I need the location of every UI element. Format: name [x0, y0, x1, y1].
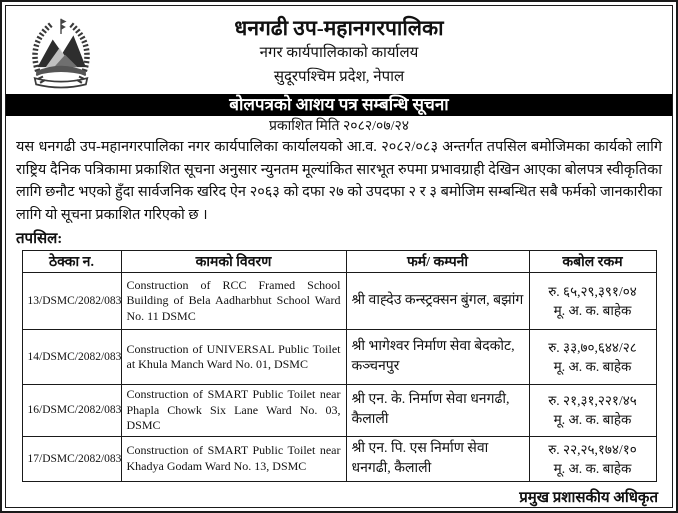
table-header-amount: कबोल रकम: [529, 251, 656, 273]
contract-no-cell: 17/DSMC/2082/083: [22, 436, 121, 481]
amount-note: मू. अ. क. बाहेक: [553, 460, 632, 476]
amount-value: रु. ६५,२९,३९१/०४: [548, 284, 637, 299]
amount-note: मू. अ. क. बाहेक: [553, 359, 632, 374]
table-header-description: कामको विवरण: [121, 251, 346, 273]
firm-cell: श्री एन. के. निर्माण सेवा धनगढी, कैलाली: [346, 385, 529, 437]
description-cell: Construction of SMART Public Toilet near Khadya Godam Ward No. 13, DSMC: [121, 436, 346, 481]
table-header-firm: फर्म/ कम्पनी: [346, 251, 529, 273]
contract-no-cell: 16/DSMC/2082/083: [22, 385, 121, 437]
coat-of-arms-icon: [26, 16, 96, 92]
amount-value: रु. ३३,७०,६४४/२८: [548, 340, 637, 355]
table-row: [22, 385, 656, 437]
notice-paragraph: यस धनगढी उप-महानगरपालिका नगर कार्यपालिका कार्यालयको आ.व. २०८२/०८३ अन्तर्गत तपसिल बमोजिमका कार्यको लागि राष्ट्रिय दैनिक पत्रिकामा प्रकाशित सूचना अनुसार न्युनतम मूल्यांकित सारभूत रुपमा प्रभावग्राही देखिन आएका बोलपत्र स्वीकृतिका लागि छनौट भएको हुँदा सार्वजनिक खरिद ऐन २०६३ को दफा २७ को उपदफा २ र ३ बमोजिम सम्बन्धित सबै फर्मको जानकारीका लागि यो सूचना प्रकाशित गरिएको छ ।: [16, 139, 662, 223]
amount-cell: [529, 385, 656, 437]
firm-cell: श्री वाह्देउ कन्स्ट्रक्सन बुंगल, बझांग: [346, 273, 529, 330]
amount-value: रु. २१,३१,२२१/४५: [548, 393, 637, 409]
amount-cell: [529, 330, 656, 385]
description-cell: Construction of RCC Framed School Building of Bela Aadharbhut School Ward No. 11 DSMC: [121, 273, 346, 330]
firm-cell: श्री भागेश्वर निर्माण सेवा बेदकोट, कञ्चनपुर: [346, 330, 529, 385]
amount-note: मू. अ. क. बाहेक: [553, 412, 632, 428]
schedule-label: तपसिल:: [16, 231, 63, 247]
notice-banner: [6, 94, 672, 116]
published-date: प्रकाशित मिति २०८२/०७/२४: [268, 119, 410, 134]
page-inner-frame: [5, 5, 673, 508]
amount-note: मू. अ. क. बाहेक: [553, 303, 632, 318]
firm-cell: श्री एन. पि. एस निर्माण सेवा धनगढी, कैलाली: [346, 436, 529, 481]
amount-value: रु. २२,२५,१७४/१०: [548, 441, 637, 457]
table-header-contract-no: ठेक्का न.: [22, 251, 121, 273]
table-row: [22, 330, 656, 385]
amount-cell: [529, 273, 656, 330]
amount-cell: [529, 436, 656, 481]
table-row: [22, 273, 656, 330]
contract-no-cell: 13/DSMC/2082/083: [22, 273, 121, 330]
banner-title: बोलपत्रको आशय पत्र सम्बन्धि सूचना: [229, 95, 449, 114]
description-cell: Construction of SMART Public Toilet near Phapla Chowk Six Lane Ward No. 03, DSMC: [121, 385, 346, 437]
org-name: धनगढी उप-महानगरपालिका: [234, 16, 444, 40]
signature-title: प्रमुख प्रशासकीय अधिकृत: [519, 489, 658, 506]
table-row: [22, 436, 656, 481]
nepal-coat-of-arms-logo: [26, 16, 96, 92]
contract-no-cell: 14/DSMC/2082/083: [22, 330, 121, 385]
letterhead: [6, 6, 672, 89]
province-line: सुदूरपश्चिम प्रदेश, नेपाल: [273, 69, 405, 85]
office-name: नगर कार्यपालिकाको कार्यालय: [259, 45, 419, 61]
table-header-row: [22, 251, 656, 273]
tender-table: [22, 250, 657, 482]
description-cell: Construction of UNIVERSAL Public Toilet at Khula Manch Ward No. 01, DSMC: [121, 330, 346, 385]
